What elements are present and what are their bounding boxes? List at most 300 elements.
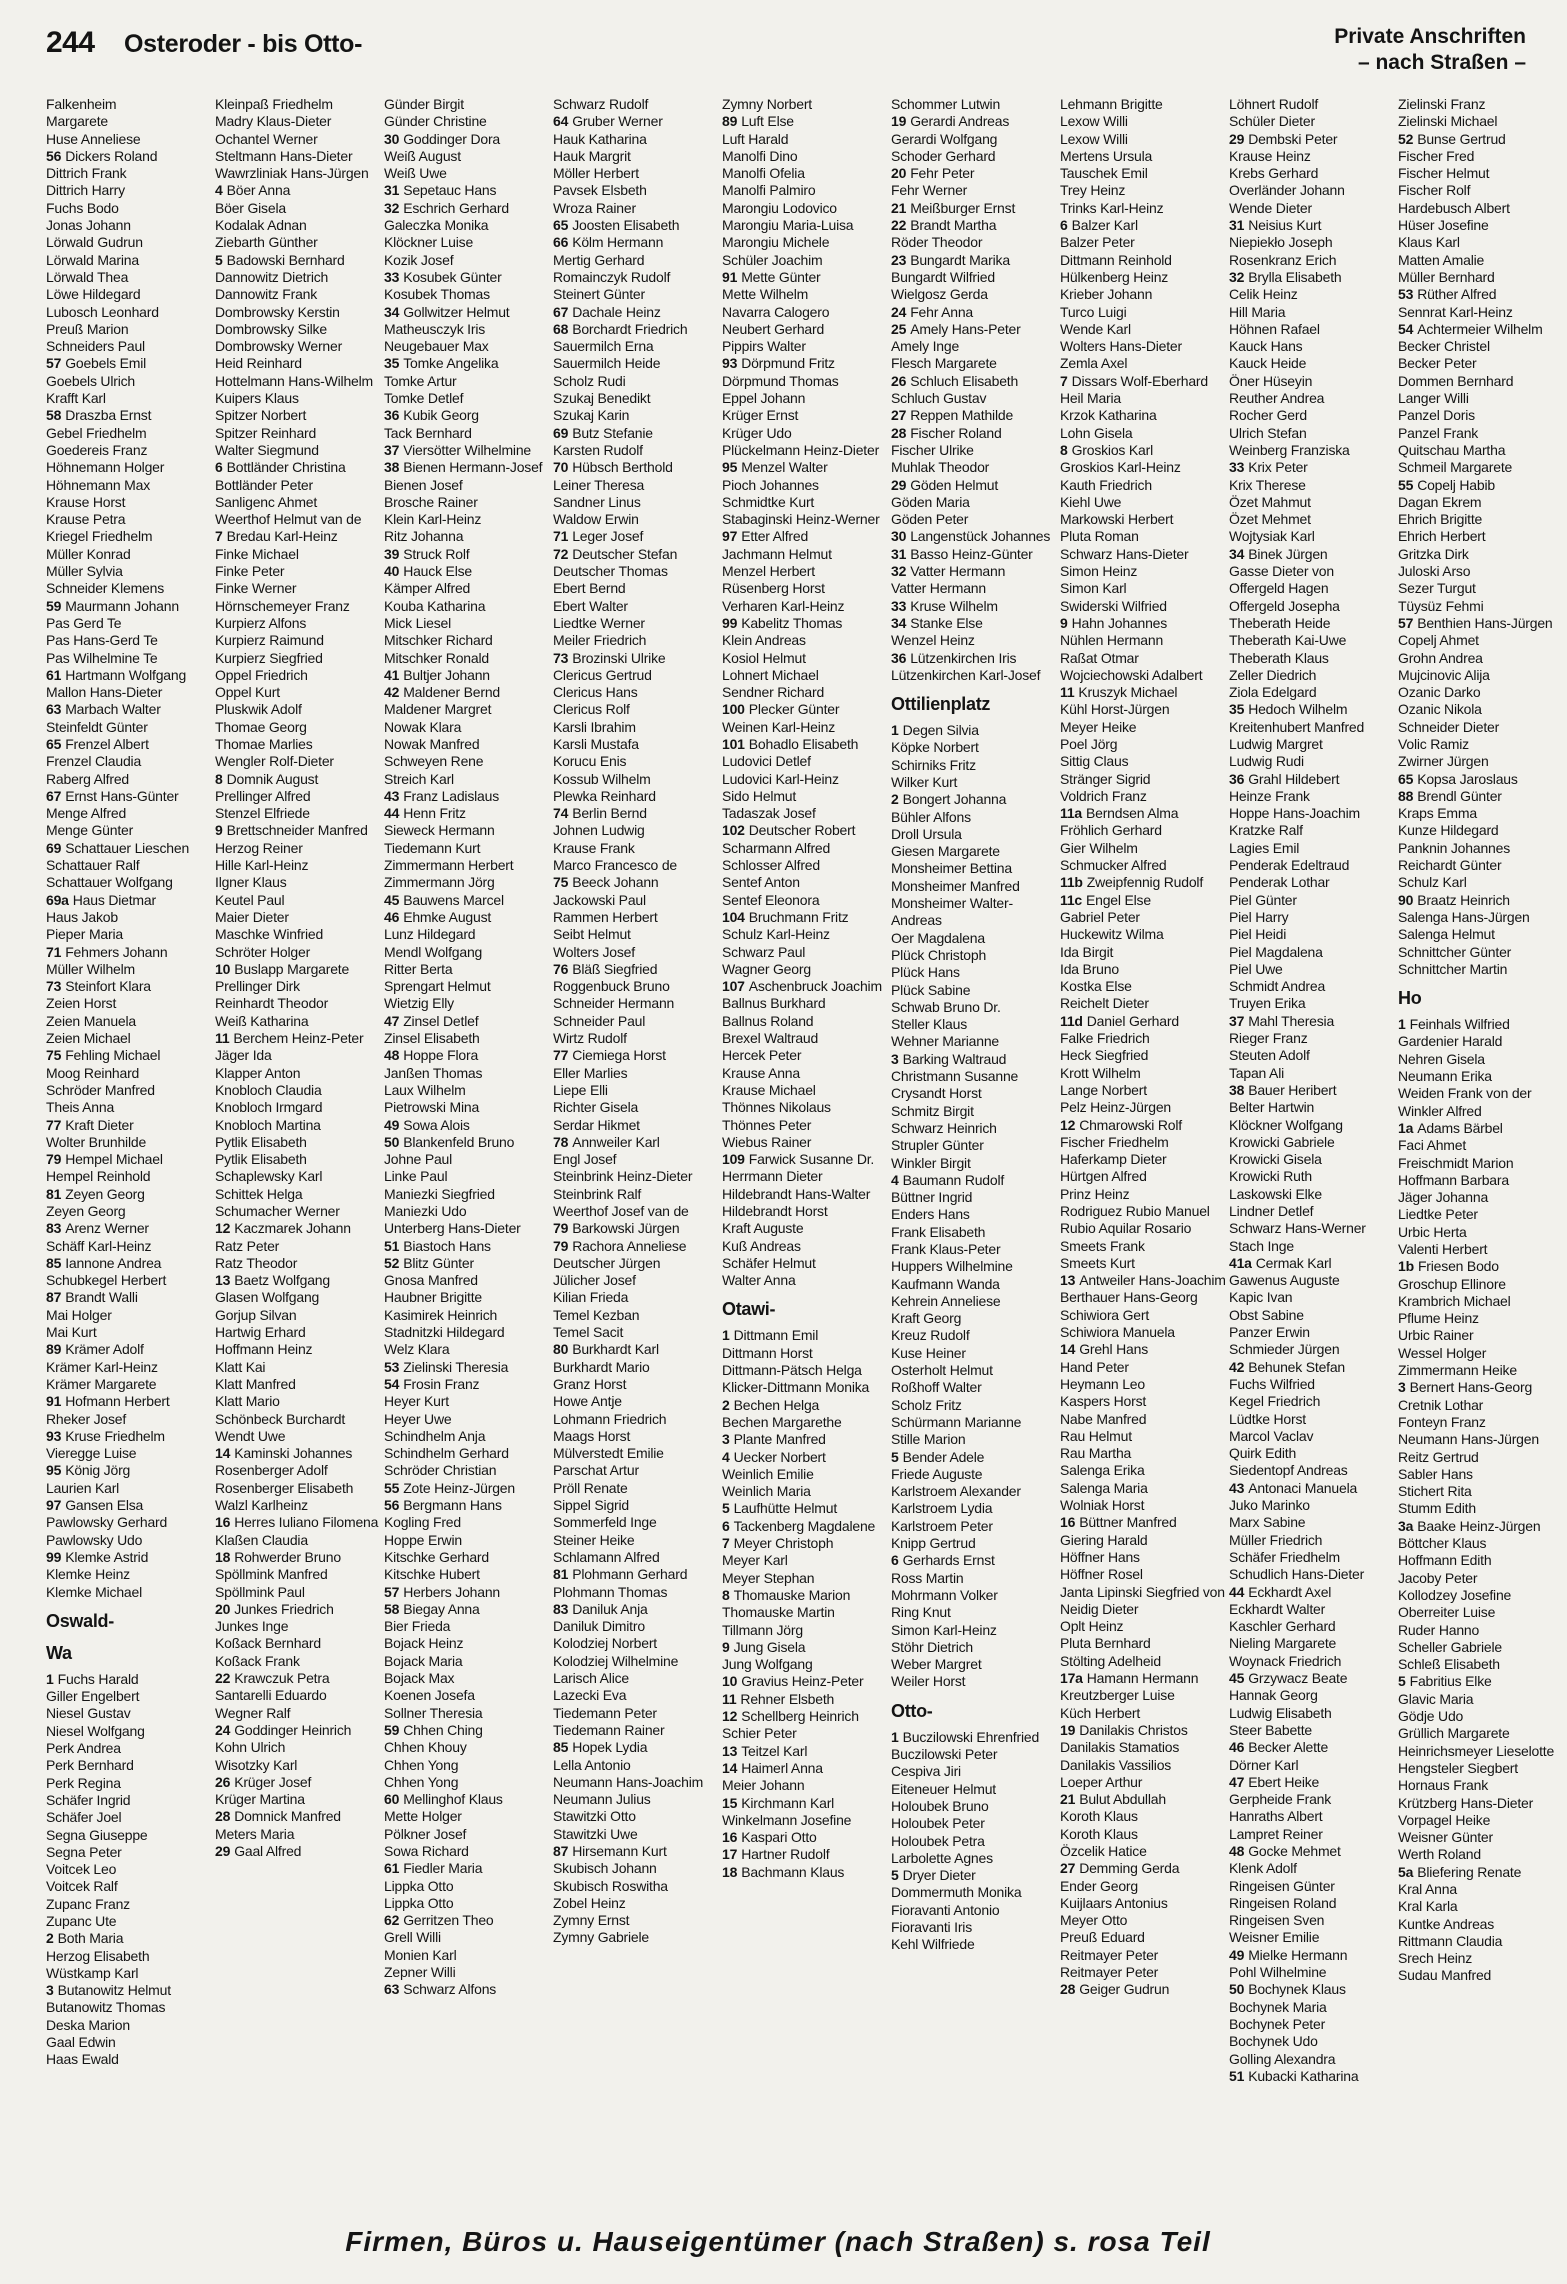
resident-entry xyxy=(553,1065,722,1082)
resident-name: Urbic Rainer xyxy=(1398,1327,1474,1344)
resident-name: Kehl Wilfriede xyxy=(891,1936,975,1953)
resident-entry xyxy=(215,1843,384,1860)
resident-name: Seibt Helmut xyxy=(553,926,631,943)
resident-entry xyxy=(384,321,553,338)
resident-entry xyxy=(1229,1428,1398,1445)
resident-entry xyxy=(1060,1826,1229,1843)
resident-entry xyxy=(1229,1705,1398,1722)
house-number: 33 xyxy=(1229,459,1245,476)
resident-entry xyxy=(1060,926,1229,943)
resident-entry xyxy=(722,1518,891,1535)
resident-entry xyxy=(1229,442,1398,459)
resident-entry xyxy=(215,1774,384,1791)
resident-entry xyxy=(1060,1808,1229,1825)
resident-entry xyxy=(722,598,891,615)
resident-entry xyxy=(384,598,553,615)
resident-name: Domnick Manfred xyxy=(234,1808,341,1825)
house-number: 76 xyxy=(553,960,569,977)
resident-name: Frank Klaus-Peter xyxy=(891,1241,1001,1257)
resident-entry xyxy=(722,805,891,822)
resident-entry xyxy=(1229,1376,1398,1393)
resident-entry xyxy=(891,860,1060,877)
resident-name: Marongiu Maria-Luisa xyxy=(722,217,854,234)
resident-name: Löhnert Rudolf xyxy=(1229,96,1319,112)
resident-entry xyxy=(46,892,215,909)
resident-entry xyxy=(46,1186,215,1203)
resident-name: Hildebrandt Hans-Walter xyxy=(722,1185,871,1202)
resident-entry xyxy=(722,1327,891,1344)
resident-entry xyxy=(384,978,553,995)
resident-entry xyxy=(1060,1030,1229,1047)
resident-entry xyxy=(215,563,384,580)
resident-name: Goedereis Franz xyxy=(46,441,148,458)
resident-name: Goebels Ulrich xyxy=(46,372,136,389)
resident-entry xyxy=(1229,580,1398,597)
house-number: 91 xyxy=(722,268,738,285)
resident-name: Piel Harry xyxy=(1229,908,1289,925)
resident-name: Kleinpaß Friedhelm xyxy=(215,96,333,112)
resident-name: Kossub Wilhelm xyxy=(553,770,651,787)
resident-name: Zobel Heinz xyxy=(553,1894,626,1911)
resident-entry xyxy=(722,1622,891,1639)
resident-name: Lippka Otto xyxy=(384,1877,454,1894)
house-number: 25 xyxy=(891,320,907,337)
resident-name: Urbic Herta xyxy=(1398,1223,1467,1240)
house-number: 9 xyxy=(722,1638,730,1655)
house-number: 69a xyxy=(46,891,69,908)
resident-entry xyxy=(553,1808,722,1825)
resident-name: Voitcek Leo xyxy=(46,1861,117,1878)
resident-entry xyxy=(722,788,891,805)
resident-entry xyxy=(384,1981,553,1998)
resident-entry xyxy=(215,1791,384,1808)
resident-entry xyxy=(384,355,553,372)
resident-name: Schellberg Heinrich xyxy=(741,1708,859,1725)
resident-entry xyxy=(215,1203,384,1220)
resident-entry xyxy=(46,1168,215,1185)
resident-entry xyxy=(384,269,553,286)
resident-entry xyxy=(1398,1397,1567,1414)
resident-entry xyxy=(215,1705,384,1722)
resident-name: Özcelik Hatice xyxy=(1060,1842,1147,1859)
resident-name: Tackenberg Magdalene xyxy=(733,1517,876,1534)
resident-name: Kaschler Gerhard xyxy=(1229,1618,1336,1635)
resident-entry xyxy=(553,1238,722,1255)
resident-name: Ulrich Stefan xyxy=(1229,424,1307,441)
resident-name: Finke Peter xyxy=(215,563,285,580)
resident-name: Ring Knut xyxy=(891,1604,951,1621)
resident-name: Friesen Bodo xyxy=(1417,1258,1499,1275)
resident-entry xyxy=(46,1307,215,1324)
resident-name: Dörpmund Thomas xyxy=(722,372,839,389)
resident-entry xyxy=(1398,1362,1567,1379)
resident-entry xyxy=(891,494,1060,511)
resident-entry xyxy=(215,355,384,372)
resident-name: Heck Siegfried xyxy=(1060,1047,1149,1064)
resident-name: Jäger Johanna xyxy=(1398,1189,1489,1206)
resident-name: Zinsel Elisabeth xyxy=(384,1030,480,1047)
resident-name: Sowa Alois xyxy=(403,1116,470,1133)
resident-name: Liedtke Werner xyxy=(553,614,645,631)
resident-entry xyxy=(1060,1082,1229,1099)
resident-entry xyxy=(384,1826,553,1843)
resident-entry xyxy=(215,650,384,667)
resident-name: Nühlen Hermann xyxy=(1060,632,1164,649)
resident-entry xyxy=(722,632,891,649)
house-number: 73 xyxy=(46,978,62,995)
resident-name: Reinhardt Theodor xyxy=(215,995,329,1012)
resident-name: Loeper Arthur xyxy=(1060,1773,1143,1790)
resident-name: Steinfeldt Günter xyxy=(46,718,148,735)
resident-entry xyxy=(1229,1687,1398,1704)
resident-entry xyxy=(1060,598,1229,615)
resident-entry xyxy=(722,1656,891,1673)
resident-entry xyxy=(1060,511,1229,528)
resident-entry xyxy=(384,1860,553,1877)
resident-entry xyxy=(1398,1016,1567,1033)
resident-entry xyxy=(384,805,553,822)
resident-entry xyxy=(1060,425,1229,442)
house-number: 4 xyxy=(722,1448,730,1465)
resident-name: Schaplewsky Karl xyxy=(215,1168,323,1185)
resident-entry xyxy=(384,459,553,476)
resident-entry xyxy=(1060,961,1229,978)
resident-entry xyxy=(384,1445,553,1462)
resident-entry xyxy=(46,822,215,839)
resident-entry xyxy=(1060,719,1229,736)
resident-entry xyxy=(384,1584,553,1601)
resident-name: Rachora Anneliese xyxy=(572,1237,687,1254)
resident-entry xyxy=(384,1618,553,1635)
resident-name: Clericus Hans xyxy=(553,684,638,701)
resident-entry xyxy=(891,113,1060,130)
resident-entry xyxy=(553,234,722,251)
resident-entry xyxy=(1229,632,1398,649)
resident-entry xyxy=(46,1757,215,1774)
resident-entry xyxy=(891,809,1060,826)
resident-entry xyxy=(384,1099,553,1116)
resident-entry xyxy=(215,944,384,961)
resident-entry xyxy=(891,1798,1060,1815)
resident-name: Göden Maria xyxy=(891,493,970,510)
resident-name: Szukaj Benedikt xyxy=(553,390,651,407)
resident-name: Granz Horst xyxy=(553,1375,627,1392)
resident-entry xyxy=(46,217,215,234)
resident-name: Özet Mehmet xyxy=(1229,511,1311,528)
resident-entry xyxy=(46,96,215,113)
resident-name: Bachmann Klaus xyxy=(741,1863,845,1880)
resident-name: Falkenheim xyxy=(46,96,117,112)
resident-name: Rehner Elsbeth xyxy=(740,1690,835,1707)
resident-entry xyxy=(384,580,553,597)
resident-name: Kruszyk Michael xyxy=(1078,684,1178,701)
resident-name: Wessel Holger xyxy=(1398,1344,1487,1361)
resident-name: Grehl Hans xyxy=(1079,1341,1148,1358)
resident-name: Wolters Josef xyxy=(553,943,635,960)
resident-name: Koroth Klaus xyxy=(1060,1808,1138,1825)
resident-name: Kaminski Johannes xyxy=(234,1445,353,1462)
resident-name: Reichelt Dieter xyxy=(1060,995,1149,1012)
resident-name: Cretnik Lothar xyxy=(1398,1396,1484,1413)
house-number: 48 xyxy=(1229,1842,1245,1859)
resident-name: Thomauske Marion xyxy=(733,1586,851,1603)
resident-name: Hengsteler Siegbert xyxy=(1398,1759,1518,1776)
resident-name: Zimmermann Herbert xyxy=(384,857,514,874)
resident-entry xyxy=(891,1345,1060,1362)
resident-name: Ilgner Klaus xyxy=(215,874,287,891)
resident-name: Brendl Günter xyxy=(1417,787,1502,804)
house-number: 64 xyxy=(553,113,569,130)
resident-name: Spöllmink Paul xyxy=(215,1583,305,1600)
resident-entry xyxy=(722,1552,891,1569)
resident-entry xyxy=(1229,771,1398,788)
resident-entry xyxy=(891,598,1060,615)
resident-name: Stumm Edith xyxy=(1398,1500,1476,1517)
resident-name: Klatt Kai xyxy=(215,1358,266,1375)
house-number: 100 xyxy=(722,701,745,718)
resident-name: Voitcek Ralf xyxy=(46,1878,118,1895)
resident-name: Cermak Karl xyxy=(1255,1254,1332,1271)
resident-name: Rüther Alfred xyxy=(1417,286,1497,303)
resident-name: Jäger Ida xyxy=(215,1047,272,1064)
house-number: 9 xyxy=(1060,614,1068,631)
resident-entry xyxy=(553,771,722,788)
resident-entry xyxy=(46,1982,215,1999)
resident-name: Müller Bernhard xyxy=(1398,268,1495,285)
resident-entry xyxy=(215,874,384,891)
resident-name: Meier Johann xyxy=(722,1777,805,1794)
house-number: 4 xyxy=(215,182,223,199)
resident-entry xyxy=(1229,1307,1398,1324)
resident-entry xyxy=(1398,113,1567,130)
resident-name: Unterberg Hans-Dieter xyxy=(384,1220,521,1237)
resident-name: Kosubek Günter xyxy=(403,268,502,285)
resident-name: Mielke Hermann xyxy=(1248,1946,1348,1963)
resident-name: Kraft Georg xyxy=(891,1310,962,1327)
house-number: 24 xyxy=(215,1721,231,1738)
resident-entry xyxy=(722,546,891,563)
resident-name: Herzog Elisabeth xyxy=(46,1947,150,1964)
resident-entry xyxy=(1060,234,1229,251)
resident-name: Steltmann Hans-Dieter xyxy=(215,147,353,164)
resident-name: Schüler Dieter xyxy=(1229,113,1315,130)
resident-entry xyxy=(553,995,722,1012)
resident-name: Hedoch Wilhelm xyxy=(1248,701,1348,718)
resident-name: Klapper Anton xyxy=(215,1064,301,1081)
resident-entry xyxy=(1060,995,1229,1012)
resident-entry xyxy=(722,1777,891,1794)
resident-entry xyxy=(722,1117,891,1134)
resident-entry xyxy=(1398,131,1567,148)
resident-name: Feinhals Wilfried xyxy=(1409,1016,1510,1033)
resident-entry xyxy=(722,650,891,667)
resident-entry xyxy=(1060,1255,1229,1272)
resident-entry xyxy=(1398,1258,1567,1275)
resident-name: Rüsenberg Horst xyxy=(722,580,825,597)
resident-name: Grüllich Margarete xyxy=(1398,1725,1510,1742)
resident-name: Weiß Uwe xyxy=(384,165,447,182)
resident-name: Larisch Alice xyxy=(553,1670,629,1687)
resident-name: Panknin Johannes xyxy=(1398,839,1510,856)
resident-entry xyxy=(1398,857,1567,874)
resident-name: Mertens Ursula xyxy=(1060,147,1153,164)
resident-name: Truyen Erika xyxy=(1229,995,1306,1012)
resident-entry xyxy=(46,1497,215,1514)
house-number: 58 xyxy=(46,407,62,424)
resident-name: Weerthof Josef van de xyxy=(553,1203,689,1219)
resident-entry xyxy=(46,1134,215,1151)
resident-name: Krüger Ernst xyxy=(722,407,799,424)
resident-entry xyxy=(1398,355,1567,372)
resident-name: Luft Else xyxy=(741,113,794,130)
resident-name: Ochantel Werner xyxy=(215,130,318,147)
resident-entry xyxy=(1060,217,1229,234)
house-number: 58 xyxy=(384,1600,400,1617)
resident-entry xyxy=(384,373,553,390)
resident-entry xyxy=(384,1497,553,1514)
resident-entry xyxy=(553,1497,722,1514)
resident-name: Meyer Otto xyxy=(1060,1912,1128,1929)
house-number: 83 xyxy=(46,1220,62,1237)
resident-entry xyxy=(1229,1566,1398,1583)
resident-entry xyxy=(553,494,722,511)
resident-entry xyxy=(553,563,722,580)
resident-name: Bungardt Wilfried xyxy=(891,268,995,285)
resident-entry xyxy=(46,719,215,736)
resident-entry xyxy=(1229,701,1398,718)
resident-entry xyxy=(1398,1587,1567,1604)
resident-name: Offergeld Josepha xyxy=(1229,597,1340,614)
house-number: 40 xyxy=(384,563,400,580)
resident-entry xyxy=(384,1757,553,1774)
house-number: 30 xyxy=(891,528,907,545)
resident-entry xyxy=(891,165,1060,182)
resident-name: Leiner Theresa xyxy=(553,476,645,493)
resident-name: Zupanc Ute xyxy=(46,1912,117,1929)
resident-entry xyxy=(1229,269,1398,286)
resident-entry xyxy=(215,753,384,770)
resident-entry xyxy=(1229,684,1398,701)
resident-entry xyxy=(46,874,215,891)
resident-name: Reitmayer Peter xyxy=(1060,1964,1159,1981)
resident-name: Lange Norbert xyxy=(1060,1081,1147,1098)
resident-name: Ringeisen Sven xyxy=(1229,1912,1325,1929)
resident-entry xyxy=(1229,1462,1398,1479)
resident-entry xyxy=(1398,1691,1567,1708)
resident-name: Kubik Georg xyxy=(403,407,479,424)
resident-entry xyxy=(553,822,722,839)
resident-name: Wolter Brunhilde xyxy=(46,1133,147,1150)
section-label-line-2: – nach Straßen – xyxy=(1357,51,1526,74)
resident-name: Haas Ewald xyxy=(46,2051,119,2068)
resident-entry xyxy=(46,1930,215,1947)
resident-name: Pluta Bernhard xyxy=(1060,1635,1151,1652)
resident-entry xyxy=(1398,961,1567,978)
house-number: 69 xyxy=(46,839,62,856)
resident-entry xyxy=(553,1289,722,1306)
resident-name: Lüdtke Horst xyxy=(1229,1410,1306,1427)
resident-name: Schneider Dieter xyxy=(1398,718,1500,735)
resident-name: Beeck Johann xyxy=(572,874,659,891)
street-heading: Otto- xyxy=(891,1700,933,1721)
resident-name: Fonteyn Franz xyxy=(1398,1413,1486,1430)
resident-entry xyxy=(1060,1289,1229,1306)
resident-name: Haubner Brigitte xyxy=(384,1289,482,1306)
resident-name: Dannowitz Dietrich xyxy=(215,268,329,285)
house-number: 22 xyxy=(215,1670,231,1687)
resident-entry xyxy=(215,528,384,545)
directory-columns xyxy=(46,96,1555,2186)
resident-entry xyxy=(46,1359,215,1376)
resident-entry xyxy=(722,1725,891,1742)
resident-entry xyxy=(1398,1916,1567,1933)
resident-name: Laufhütte Helmut xyxy=(733,1500,838,1517)
resident-entry xyxy=(215,148,384,165)
resident-entry xyxy=(1060,1964,1229,1981)
resident-entry xyxy=(722,425,891,442)
resident-name: Tomke Angelika xyxy=(403,355,499,372)
resident-entry xyxy=(1398,1950,1567,1967)
resident-entry xyxy=(891,234,1060,251)
resident-entry xyxy=(1060,1549,1229,1566)
resident-entry xyxy=(1398,1276,1567,1293)
resident-name: Howe Antje xyxy=(553,1393,622,1410)
resident-entry xyxy=(1229,1047,1398,1064)
resident-name: Brozinski Ulrike xyxy=(572,649,666,666)
resident-name: Glavic Maria xyxy=(1398,1690,1474,1707)
resident-entry xyxy=(1398,701,1567,718)
resident-entry xyxy=(215,667,384,684)
resident-entry xyxy=(384,407,553,424)
resident-entry xyxy=(553,1895,722,1912)
resident-name: Wegner Ralf xyxy=(215,1704,291,1721)
resident-name: Schirniks Fritz xyxy=(891,756,976,773)
resident-entry xyxy=(553,944,722,961)
resident-entry xyxy=(1229,753,1398,770)
resident-name: Voldrich Franz xyxy=(1060,787,1147,804)
resident-name: Kiehl Uwe xyxy=(1060,493,1122,510)
resident-name: Junkes Inge xyxy=(215,1618,289,1635)
resident-entry xyxy=(891,1241,1060,1258)
resident-name: Sezer Turgut xyxy=(1398,580,1476,597)
resident-name: Perk Andrea xyxy=(46,1740,121,1757)
house-number: 37 xyxy=(384,441,400,458)
resident-name: Struck Rolf xyxy=(403,545,470,562)
resident-name: Reichardt Günter xyxy=(1398,857,1502,874)
resident-entry xyxy=(1398,1639,1567,1656)
resident-entry xyxy=(1229,1168,1398,1185)
resident-name: Mette Günter xyxy=(741,268,821,285)
resident-name: Wende Karl xyxy=(1060,320,1131,337)
resident-entry xyxy=(384,1895,553,1912)
resident-entry xyxy=(1229,1082,1398,1099)
resident-name: Bier Frieda xyxy=(384,1618,451,1635)
house-number: 38 xyxy=(384,459,400,476)
house-number: 61 xyxy=(384,1860,400,1877)
resident-entry xyxy=(384,1670,553,1687)
resident-entry xyxy=(1060,701,1229,718)
resident-entry xyxy=(215,1134,384,1151)
resident-name: Gritzka Dirk xyxy=(1398,545,1469,562)
resident-entry xyxy=(46,788,215,805)
resident-entry xyxy=(1229,1739,1398,1756)
resident-entry xyxy=(1229,355,1398,372)
resident-name: Göden Helmut xyxy=(910,476,999,493)
resident-name: Streich Karl xyxy=(384,770,454,787)
house-number: 109 xyxy=(722,1151,745,1168)
resident-name: Nowak Manfred xyxy=(384,735,480,752)
resident-entry xyxy=(553,1341,722,1358)
